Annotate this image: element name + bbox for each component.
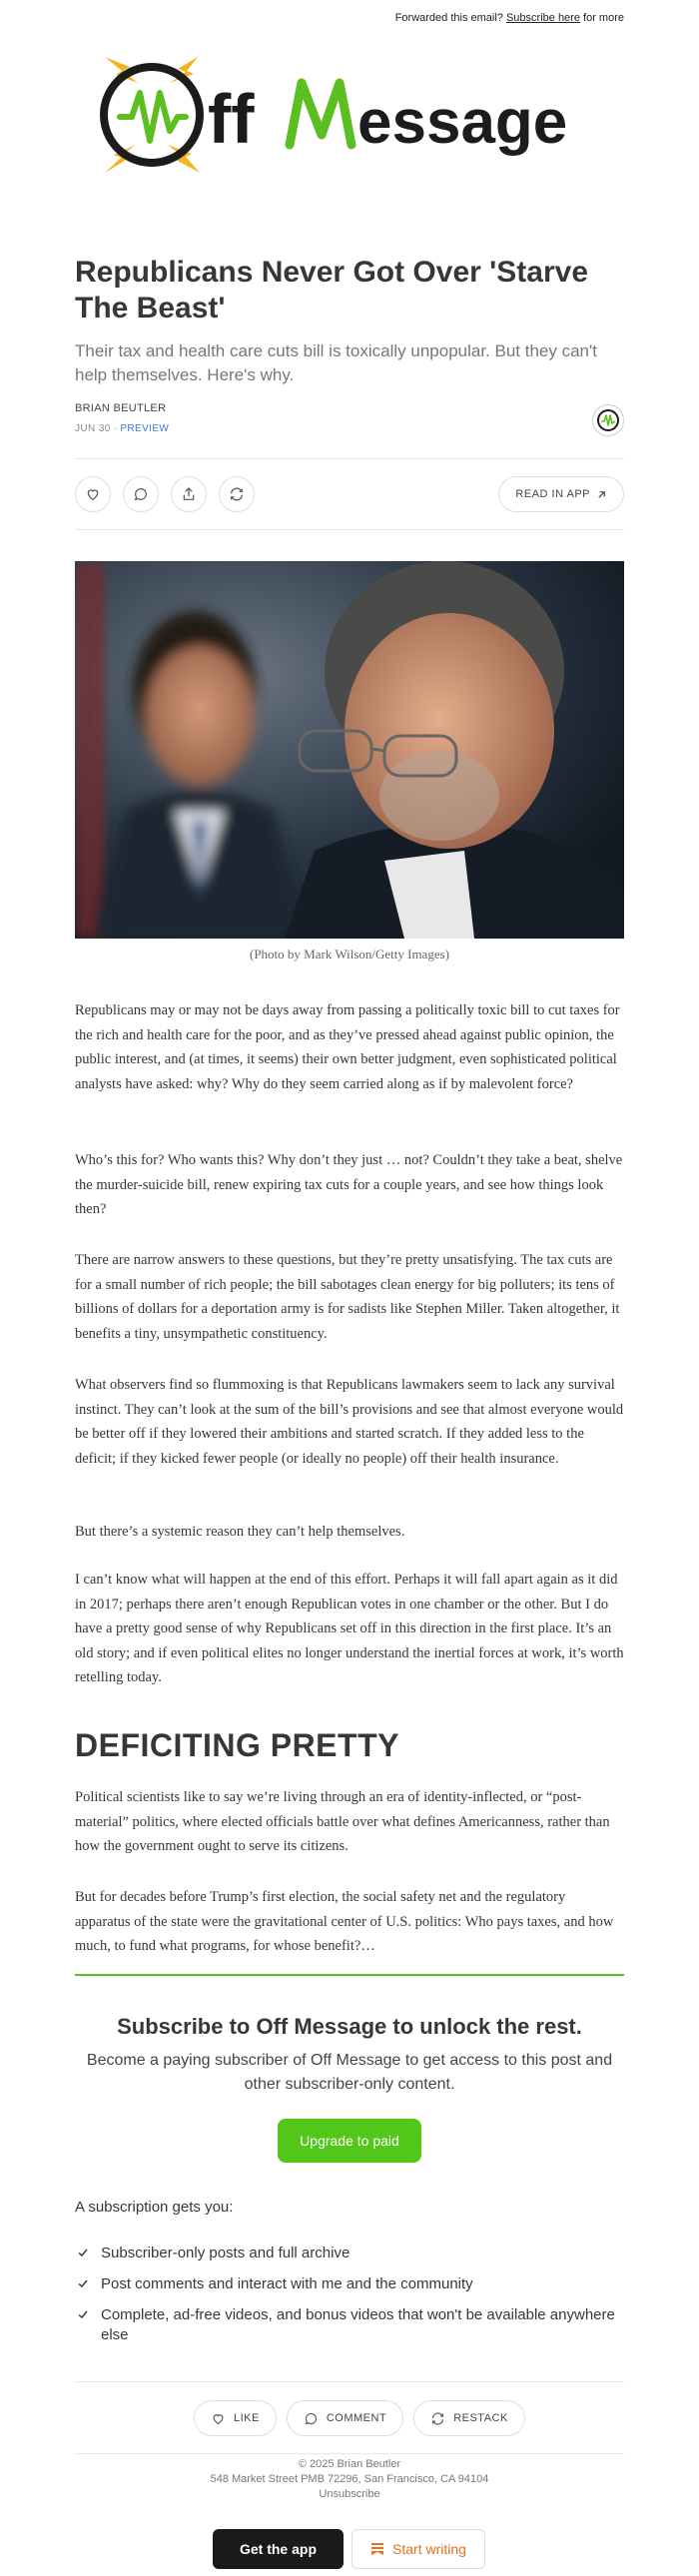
section-heading: DEFICITING PRETTY <box>75 1727 399 1763</box>
paragraph: Who’s this for? Who wants this? Why don’t they just … not? Couldn’t they take a beat, shelve the murder-suicide bill, renew expiring tax cuts for a couple years, and see how things look then? <box>75 1152 623 1217</box>
check-icon <box>77 2247 89 2258</box>
footer-actions <box>194 2400 525 2436</box>
paywall-heading: Subscribe to Off Message to unlock the rest. <box>117 2014 582 2039</box>
paragraph: Political scientists like to say we’re living through an era of identity-inflected, or “post-material” politics, where elected officials battle over what defines Americanness, rather than how the government ought to serve its citizens. <box>75 1789 610 1854</box>
read-in-app-button[interactable]: READ IN APP <box>498 476 624 512</box>
footer-restack-button[interactable]: RESTACK <box>413 2400 525 2436</box>
photo-illustration <box>75 561 624 939</box>
start-writing-button[interactable]: Start writing <box>351 2529 485 2569</box>
check-icon <box>77 2308 89 2320</box>
off-message-logo[interactable] <box>90 45 609 190</box>
hero-photo[interactable] <box>75 561 624 939</box>
unsubscribe-link[interactable]: Unsubscribe <box>319 2488 380 2500</box>
mailing-address: 548 Market Street PMB 72296, San Francisco, CA 94104 <box>210 2473 489 2485</box>
footer-like-button[interactable]: LIKE <box>194 2400 277 2436</box>
post-title[interactable]: Republicans Never Got Over 'Starve The Beast' <box>75 256 588 324</box>
divider <box>75 2453 624 2454</box>
author-avatar[interactable] <box>592 404 624 436</box>
get-the-app-button[interactable]: Get the app <box>213 2529 344 2569</box>
list-item: Complete, ad-free videos, and bonus videos that won't be available anywhere else <box>75 2305 624 2345</box>
subscription-benefits-label: A subscription gets you: <box>75 2199 234 2216</box>
comment-button[interactable] <box>123 476 159 512</box>
paywall-text: Become a paying subscriber of Off Message to get access to this post and other subscriber-only content. <box>86 2052 613 2093</box>
author-name[interactable]: BRIAN BEUTLER <box>75 402 167 414</box>
divider <box>75 529 624 530</box>
heart-icon <box>211 2411 226 2426</box>
subscribe-here-link[interactable]: Subscribe here <box>505 12 580 24</box>
comment-icon <box>133 486 149 502</box>
share-icon <box>181 486 197 502</box>
upgrade-button[interactable]: Upgrade to paid <box>278 2119 421 2163</box>
paragraph: But for decades before Trump’s first election, the social safety net and the regulatory apparatus of the state were the gravitational center of U.S. politics: Who pays taxes, and how much, to fund what programs, for whose benefit?… <box>75 1889 614 1954</box>
forwarded-notice: Forwarded this email? Subscribe here for more <box>394 12 624 24</box>
share-button[interactable] <box>171 476 207 512</box>
footer-comment-button[interactable]: COMMENT <box>287 2400 403 2436</box>
post-actions <box>75 476 624 512</box>
substack-icon <box>370 2542 384 2556</box>
copyright: © 2025 Brian Beutler <box>298 2458 401 2470</box>
restack-button[interactable] <box>219 476 255 512</box>
restack-icon <box>229 486 245 502</box>
comment-icon <box>304 2411 319 2426</box>
paragraph: But there’s a systemic reason they can’t help themselves. <box>75 1524 405 1540</box>
restack-icon <box>430 2411 445 2426</box>
divider <box>75 2381 624 2382</box>
list-item: Post comments and interact with me and the community <box>75 2274 624 2294</box>
svg-text:ff: ff <box>208 80 255 158</box>
external-arrow-icon <box>596 489 607 500</box>
photo-caption: (Photo by Mark Wilson/Getty Images) <box>250 947 449 962</box>
divider <box>75 458 624 459</box>
benefits-list <box>75 2244 624 2356</box>
paragraph: Republicans may or may not be days away from passing a politically toxic bill to cut taxes for the rich and health care for the poor, and as they’ve pressed ahead against public opinion, the public interest, and (at times, it seems) their own better judgment, even sophisticated political analysts have asked: why? Why do they seem carried along as if by malevolent force? <box>75 1002 620 1092</box>
svg-text:essage: essage <box>357 88 568 157</box>
paragraph: There are narrow answers to these questions, but they’re pretty unsatisfying. The tax cuts are for a small number of rich people; the bill sabotages clean energy for big polluters; its tens of billions of dollars for a deportation army is for sadists like Stephen Miller. Taken altogether, it benefits a tiny, unsympathetic constituency. <box>75 1252 620 1342</box>
post-meta <box>75 423 624 434</box>
meta-separator: ∙ <box>113 423 118 434</box>
paragraph: I can’t know what will happen at the end of this effort. Perhaps it will fall apart again as it did in 2017; perhaps there aren’t enough Republican votes in one chamber or the other. But I do have a pretty good sense of why Republicans set off in this direction in the first place. It’s an old story; and if even political elites no longer understand the inertial forces at work, it’s worth retelling today. <box>75 1572 624 1685</box>
post-subtitle: Their tax and health care cuts bill is toxically unpopular. But they can't help themselves. Here's why. <box>75 341 597 384</box>
paywall-divider <box>75 1974 624 1976</box>
post-date: JUN 30 <box>75 423 111 434</box>
check-icon <box>77 2277 89 2289</box>
list-item: Subscriber-only posts and full archive <box>75 2244 624 2263</box>
publication-logo-icon <box>595 407 621 433</box>
heart-icon <box>85 486 101 502</box>
like-button[interactable] <box>75 476 111 512</box>
preview-label: PREVIEW <box>120 423 170 434</box>
paragraph: What observers find so flummoxing is that Republicans lawmakers seem to lack any survival instinct. They can’t look at the sum of the bill’s provisions and see that almost everyone would be better off if they lowered their ambitions and started scratch. If they added less to the deficit; if they kicked fewer people (or ideally no people) off their health insurance. <box>75 1377 624 1467</box>
